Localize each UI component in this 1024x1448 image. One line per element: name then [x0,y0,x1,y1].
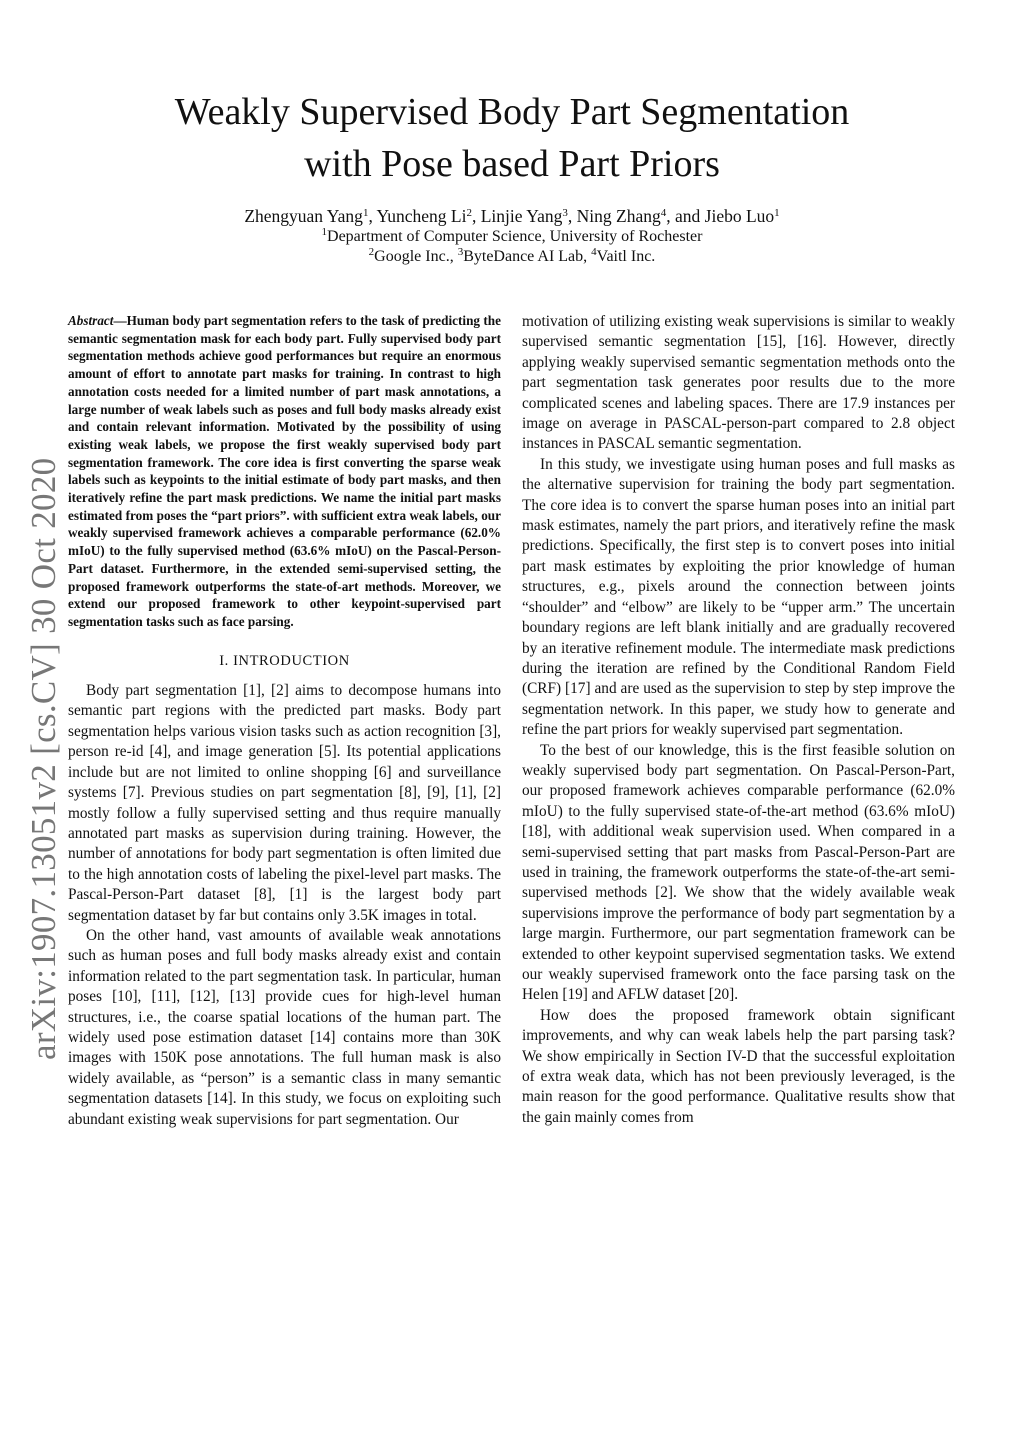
title-line-2: with Pose based Part Priors [304,143,720,185]
abstract-label: Abstract [68,313,114,328]
affiliation-line-2 [100,247,924,267]
abstract-text: —Human body part segmentation refers to the task of predicting the semantic segmentation mask for each body part. Fully supervised body part segmentation methods achieve good performances but require an enormous amount of effort to annotate part masks for training. In contrast to high annotation costs needed for a limited number of part mask annotations, a large number of weak labels such as poses and full body masks already exist and contain relevant information. Motivated by the possibility of using existing weak labels, we propose the first weakly supervised body part segmentation framework. The core idea is first converting the sparse weak labels such as keypoints to the initial estimate of body part masks, and then iteratively refine the part mask predictions. We name the initial part masks estimated from poses the “part priors”. with sufficient extra weak labels, our weakly supervised framework achieves a comparable performance (62.0% mIoU) to the fully supervised method (63.6% mIoU) on the Pascal-Person-Part dataset. Furthermore, in the extended semi-supervised setting, the proposed framework outperforms the state-of-art methods. Moreover, we extend our proposed framework to other keypoint-supervised part segmentation tasks such as face parsing. [68,313,501,629]
affiliation-mark: 1 [774,207,780,219]
affiliation-mark: 1 [321,226,328,238]
affiliation-mark: 2 [466,207,472,219]
left-column [68,312,501,1130]
body-paragraph: motivation of utilizing existing weak supervisions is similar to weakly supervised semantic segmentation [15], [16]. However, directly applying weakly supervised semantic segmentation methods onto the part segmentation task generates poor results due to the more complicated scenes and labeling spaces. There are 17.9 instances per image on average in PASCAL-person-part compared to 2.8 object instances in PASCAL semantic segmentation. [522,313,955,453]
affiliation: ByteDance AI Lab, [463,248,592,265]
affiliation-mark: 1 [362,207,369,219]
body-paragraph: How does the proposed framework obtain significant improvements, and why can weak labels help the part parsing task? We show empirically in Section IV-D that the successful exploitation of extra weak data, which has not been previously leveraged, is the main reason for the good performance. Qualitative results show that the gain mainly comes from [522,1006,955,1126]
affiliation-mark: 2 [368,246,375,258]
affiliation-mark: 4 [660,207,667,219]
affiliation: Department of Computer Science, University of Rochester [327,228,703,245]
arxiv-identifier: arXiv:1907.13051v2 [cs.CV] 30 Oct 2020 [24,457,63,1060]
affiliation-mark: 3 [562,207,568,219]
author-name: Ning Zhang [576,206,661,226]
title-line-1: Weakly Supervised Body Part Segmentation [174,91,850,133]
affiliation-mark: 4 [591,246,597,258]
author-name: Yuncheng Li [376,206,467,226]
section-heading-introduction: I. INTRODUCTION [219,652,350,669]
affiliation-mark: 3 [457,246,464,258]
body-paragraph: To the best of our knowledge, this is the first feasible solution on weakly supervised body part segmentation. On Pascal-Person-Part, our proposed framework achieves comparable performance (62.0% mIoU) to the fully supervised state-of-the-art method (63.6% mIoU) [18], with additional weak supervision used. When compared in a semi-supervised setting that part masks from Pascal-Person-Part are used in training, the framework outperforms the state-of-the-art semi-supervised methods [2]. We show that the widely available weak supervisions improve the performance of body part segmentation by a large margin. Furthermore, our part segmentation framework can be extended to other keypoint supervised segmentation tasks. We extend our weakly supervised framework onto the face parsing task on the Helen [19] and AFLW dataset [20]. [522,741,955,1004]
affiliation: Vaitl Inc. [596,248,656,265]
abstract [68,312,501,631]
author-name: Zhengyuan Yang [244,206,363,226]
body-paragraph: In this study, we investigate using human poses and full masks as the alternative supervision for training the body part segmentation. The core idea is to convert the sparse human poses into an initial part mask estimates, namely the part priors, and iteratively refine the mask predictions. Specifically, the first step is to convert poses into initial part mask estimates by exploiting the prior knowledge of human structures, e.g., pixels around the connection between joints “shoulder” and “elbow” are likely to be “upper arm.” The uncertain boundary regions are left blank initially and are gradually recovered by an iterative refinement module. The intermediate mask predictions during the iteration are refined by the Conditional Random Field (CRF) [17] and are used as the supervision to step by step improve the segmentation network. In this paper, we study how to generate and refine the part priors for weakly supervised part segmentation. [522,455,955,739]
right-column [522,312,955,1128]
author-names: Zhengyuan Yang$^1$, Yuncheng Li$^2$, Linjie Yang$^3$, Ning Zhang$^4$, and Jiebo Luo$^1$ [244,206,780,226]
affiliation-line-1 [100,227,924,247]
paper-title [100,86,924,190]
author-name: and Jiebo Luo [675,206,775,226]
affiliation: Google Inc., [374,248,458,265]
body-paragraph: On the other hand, vast amounts of available weak annotations such as human poses and full body masks already exist and contain information related to the part segmentation task. In particular, human poses [10], [11], [12], [13] provide cues for high-level human structures, i.e., the coarse spatial locations of the human part. The widely used pose estimation dataset [14] contains more than 30K images with 150K pose annotations. The full human mask is also widely available, as “person” is a semantic class in many semantic segmentation datasets [14]. In this study, we focus on exploiting such abundant existing weak supervisions for part segmentation. Our [68,926,501,1128]
author-name: Linjie Yang [480,206,563,226]
body-paragraph: Body part segmentation [1], [2] aims to decompose humans into semantic part regions with the predicted part masks. Body part segmentation helps various vision tasks such as action recognition [3], person re-id [4], and image generation [5]. Its potential applications include but are not limited to online shopping [6] and surveillance systems [7]. Previous studies on part segmentation [8], [9], [1], [2] mostly follow a fully supervised setting and thus require manually annotated part masks as supervision during training. However, the number of annotations for body part segmentation is often limited due to the high annotation costs of labeling the pixel-level part masks. The Pascal-Person-Part dataset [8], [1] is the largest body part segmentation dataset by far but contains only 3.5K images in total. [68,682,501,924]
author-block [100,205,924,267]
